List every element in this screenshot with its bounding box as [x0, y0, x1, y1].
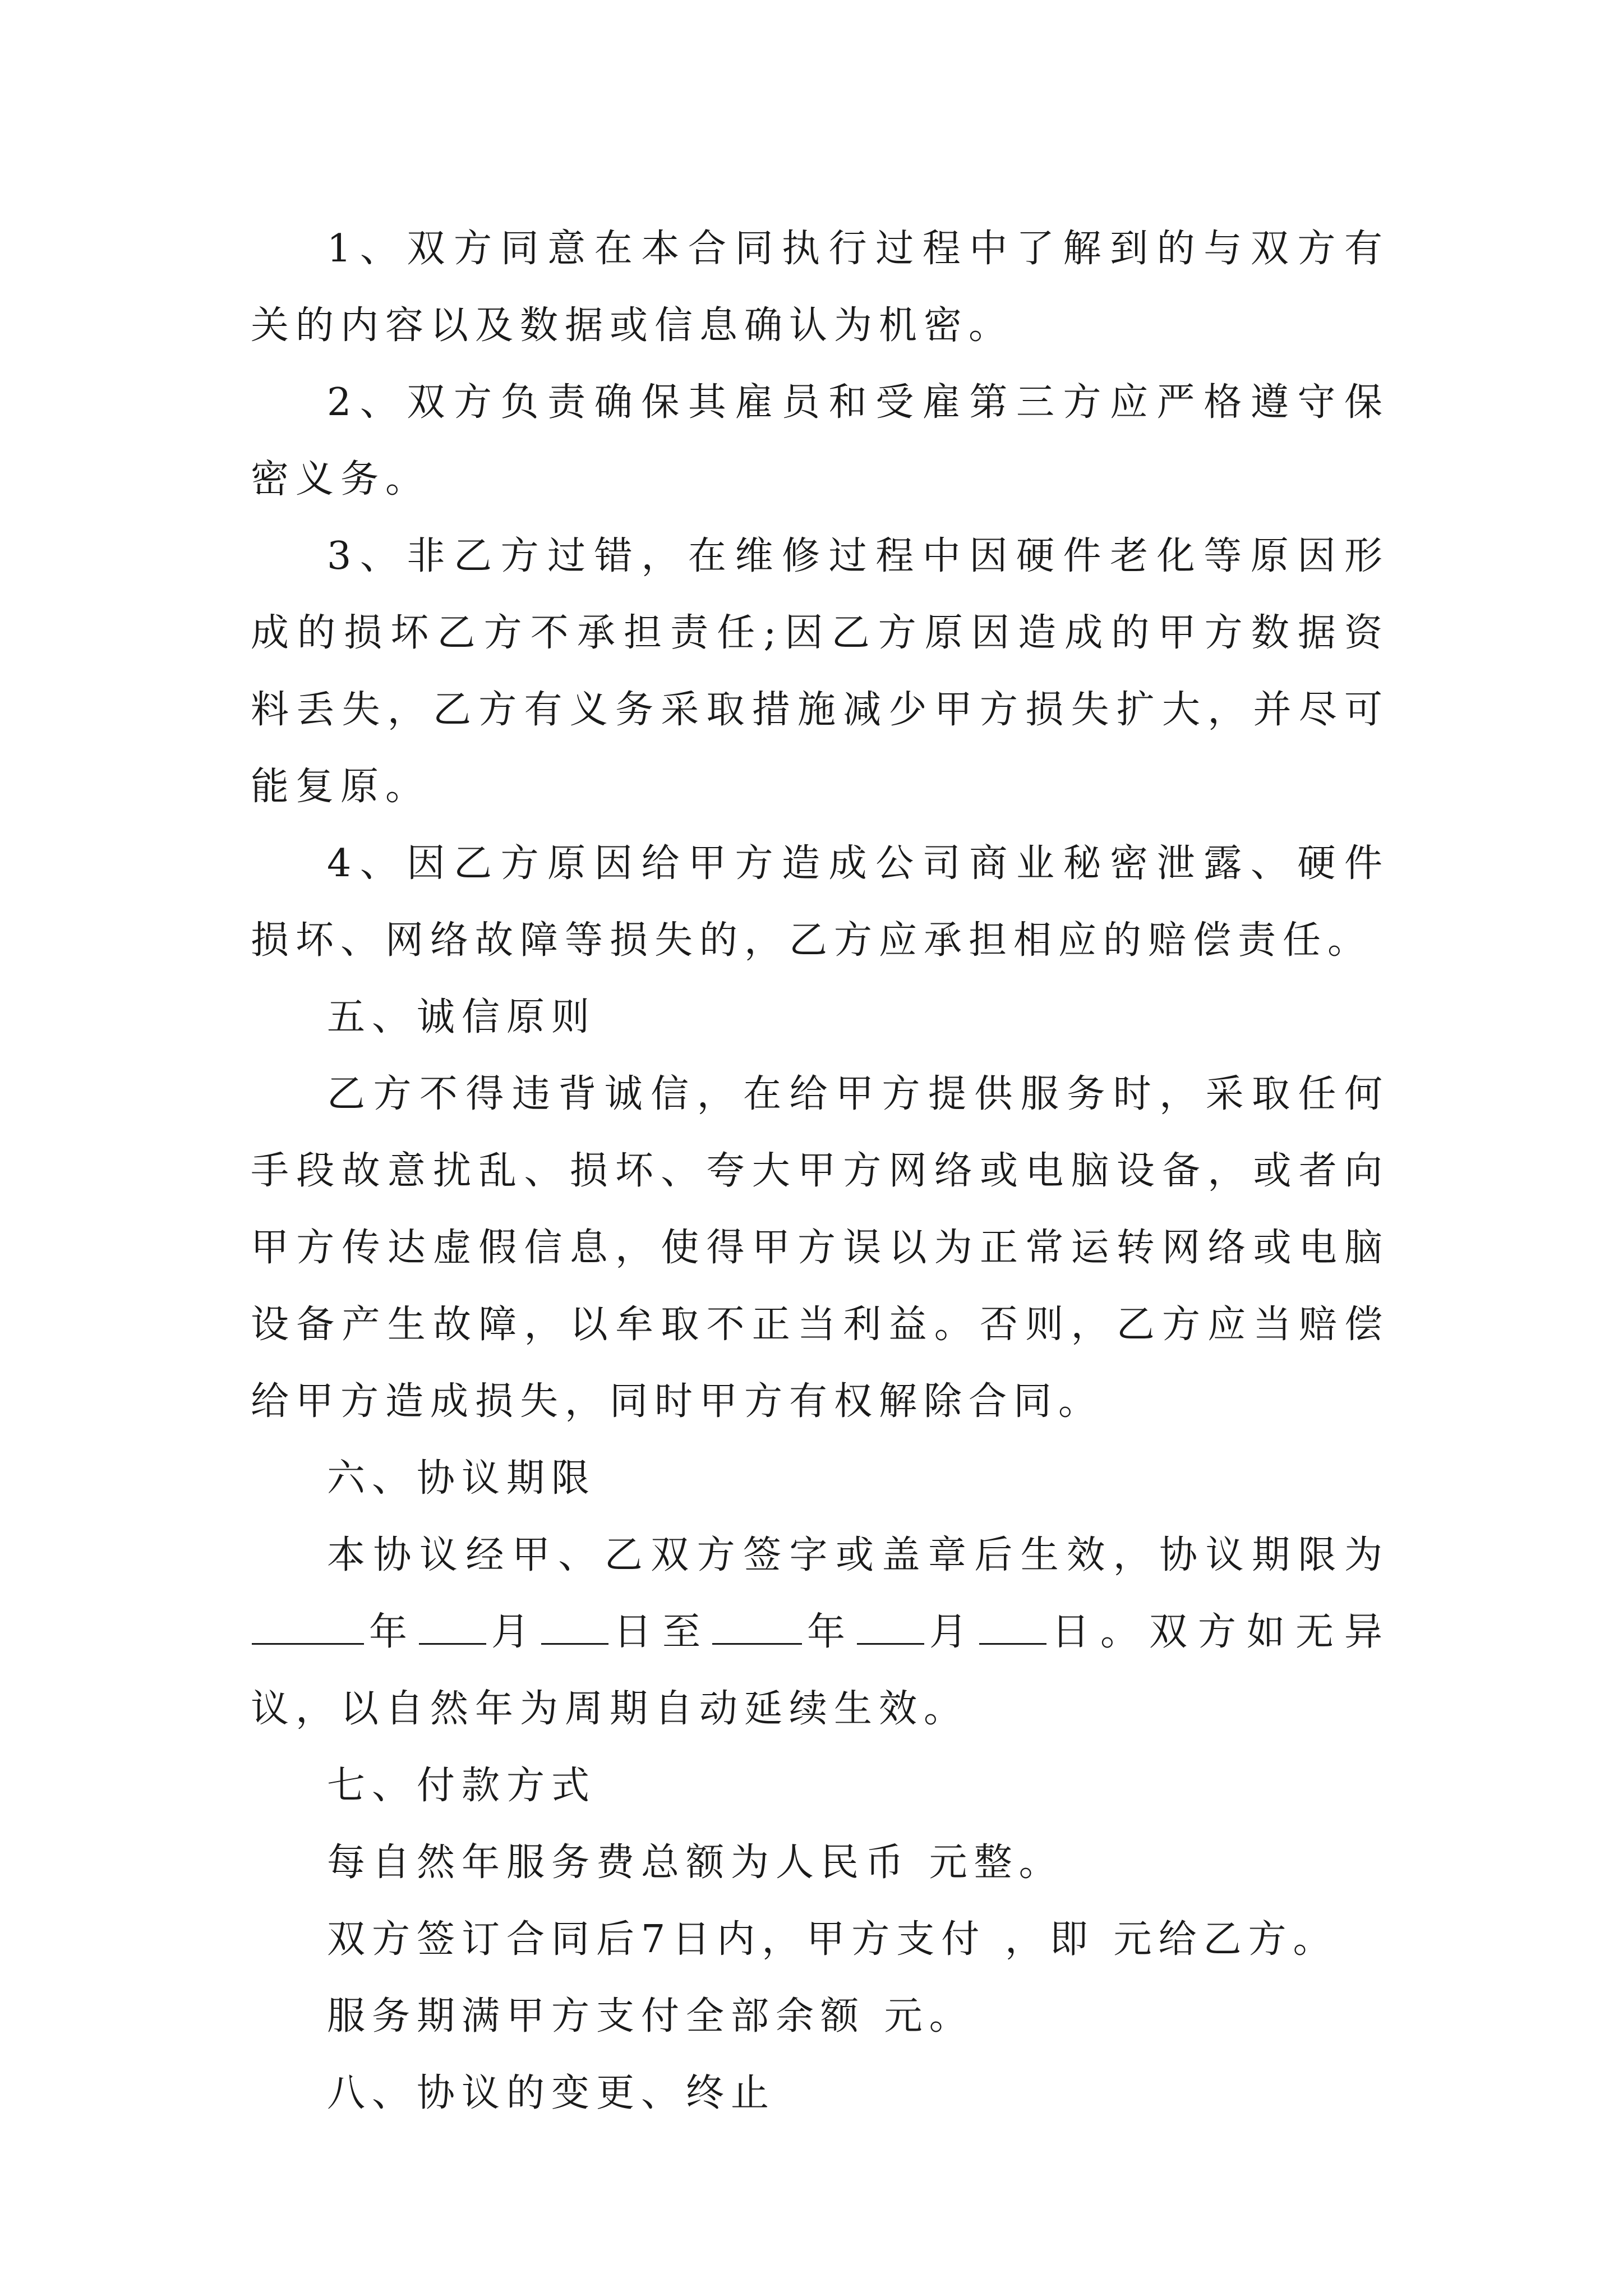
- clause-4: 4、因乙方原因给甲方造成公司商业秘密泄露、硬件损坏、网络故障等损失的，乙方应承担相应的赔偿责任。: [251, 841, 1389, 963]
- unit-day-end: 日。双方如无异议，以自然年为周期自动延续生效。: [251, 1610, 1389, 1731]
- unit-month: 月: [487, 1610, 540, 1654]
- section-8-heading: 八、协议的变更、终止: [327, 2071, 776, 2115]
- section-5-body: 乙方不得违背诚信，在给甲方提供服务时，采取任何手段故意扰乱、损坏、夸大甲方网络或电脑设备，或者向甲方传达虚假信息，使得甲方误以为正常运转网络或电脑设备产生故障，以牟取不正当利益。否则，乙方应当赔偿给甲方造成损失，同时甲方有权解除合同。: [251, 1072, 1389, 1424]
- term-intro: 本协议经甲、乙双方签字或盖章后生效，协议期限为: [327, 1533, 1389, 1577]
- section-6-body: [251, 1517, 1389, 1747]
- clause-3: 3、非乙方过错，在维修过程中因硬件老化等原因形成的损坏乙方不承担责任;因乙方原因造成的甲方数据资料丢失，乙方有义务采取措施减少甲方损失扩大，并尽可能复原。: [251, 534, 1389, 809]
- clause-2: 2、双方负责确保其雇员和受雇第三方应严格遵守保密义务。: [251, 380, 1389, 501]
- document-page: [251, 210, 1389, 2132]
- blank-end-month: [857, 1609, 924, 1645]
- clause-1: 1、双方同意在本合同执行过程中了解到的与双方有关的内容以及数据或信息确认为机密。: [251, 227, 1389, 348]
- blank-start-month: [419, 1609, 486, 1645]
- blank-start-day: [541, 1609, 608, 1645]
- blank-end-day: [979, 1609, 1046, 1645]
- blank-start-year: [252, 1609, 364, 1645]
- unit-year-2: 年: [803, 1610, 856, 1654]
- blank-end-year: [712, 1609, 802, 1645]
- payment-total-line: 每自然年服务费总额为人民币 元整。: [327, 1841, 1064, 1885]
- unit-month-2: 月: [925, 1610, 978, 1654]
- section-6-heading: 六、协议期限: [327, 1456, 597, 1501]
- section-5-heading: 五、诚信原则: [327, 995, 597, 1039]
- unit-day-to: 日至: [610, 1610, 711, 1654]
- section-7-heading: 七、付款方式: [327, 1764, 597, 1808]
- payment-balance-line: 服务期满甲方支付全部余额 元。: [327, 1994, 974, 2039]
- unit-year: 年: [365, 1610, 418, 1654]
- payment-first-line: 双方签订合同后7日内，甲方支付 ，即 元给乙方。: [327, 1917, 1338, 1962]
